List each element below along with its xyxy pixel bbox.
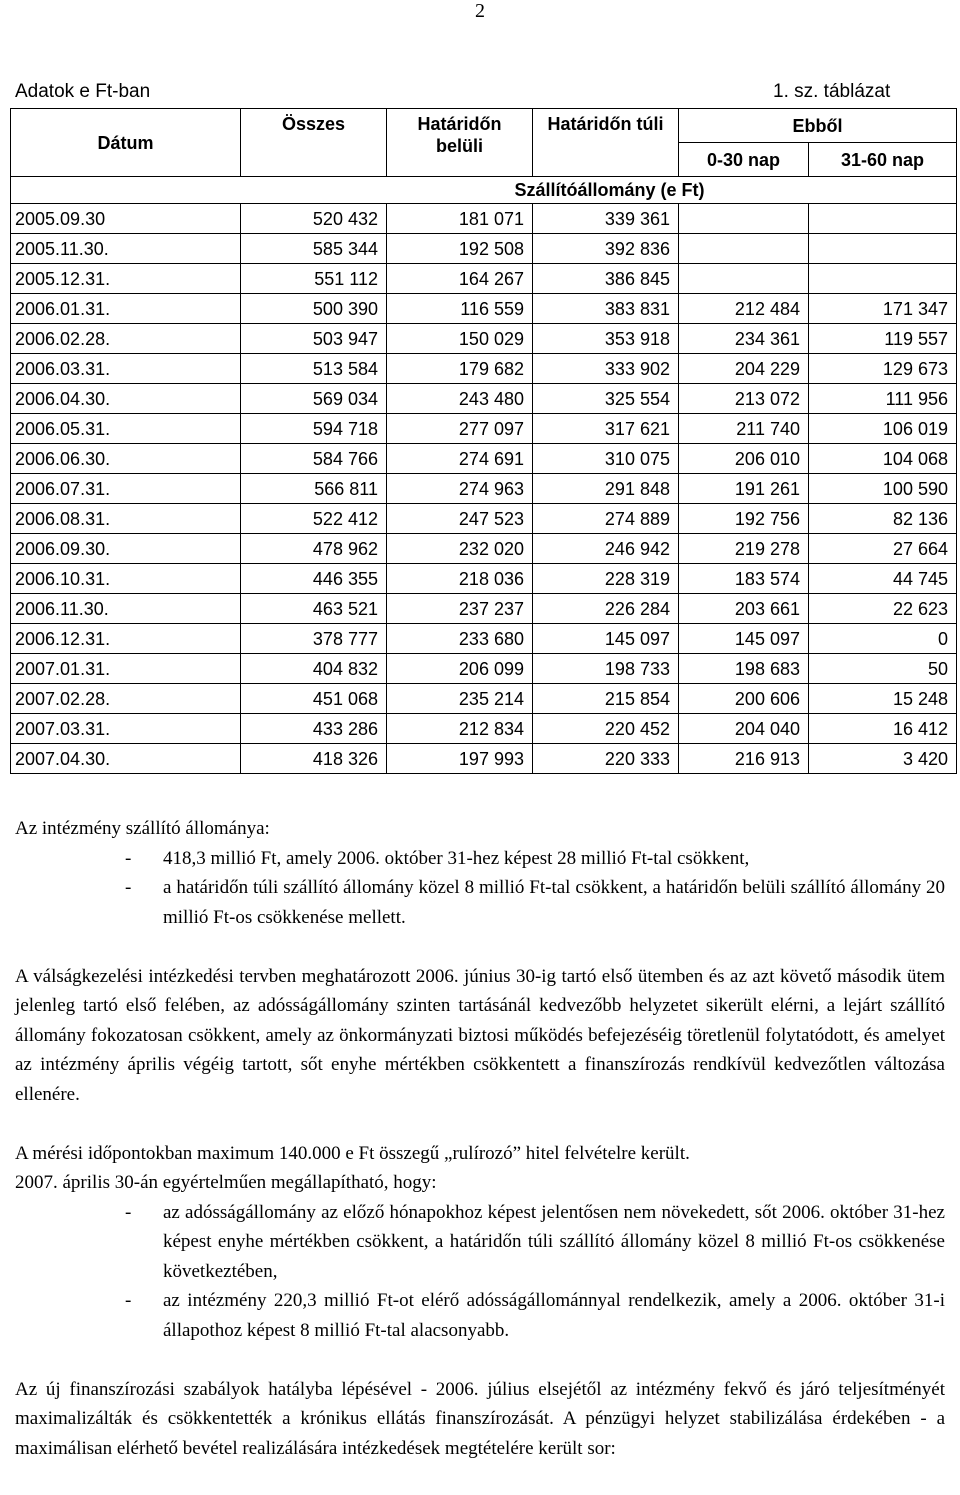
cell-datum: 2006.04.30.	[11, 384, 241, 414]
cell-datum: 2006.05.31.	[11, 414, 241, 444]
cell-tuli: 317 621	[533, 414, 679, 444]
cell-tuli: 333 902	[533, 354, 679, 384]
cell-0-30: 145 097	[679, 624, 809, 654]
cell-beluli: 247 523	[387, 504, 533, 534]
bullet-text: az adósságállomány az előző hónapokhoz képest jelentősen nem növekedett, sőt 2006. október 31-hez képest enyhe mértékben csökkent, a határidőn túli szállító állomány közel 8 millió Ft-os csökkenése következtében,	[163, 1201, 945, 1282]
cell-31-60: 111 956	[809, 384, 957, 414]
paragraph-line: 2007. április 30-án egyértelműen megállapítható, hogy:	[15, 1172, 437, 1193]
cell-tuli: 220 452	[533, 714, 679, 744]
cell-osszes: 522 412	[241, 504, 387, 534]
cell-datum: 2005.12.31.	[11, 264, 241, 294]
cell-beluli: 235 214	[387, 684, 533, 714]
cell-beluli: 218 036	[387, 564, 533, 594]
cell-beluli: 277 097	[387, 414, 533, 444]
table-row	[11, 324, 957, 354]
cell-0-30: 191 261	[679, 474, 809, 504]
header-unit	[11, 177, 957, 204]
cell-tuli: 383 831	[533, 294, 679, 324]
cell-31-60: 3 420	[809, 744, 957, 774]
cell-tuli: 339 361	[533, 204, 679, 234]
cell-datum: 2007.04.30.	[11, 744, 241, 774]
cell-0-30: 183 574	[679, 564, 809, 594]
table-row	[11, 744, 957, 774]
cell-osszes: 463 521	[241, 594, 387, 624]
table-row	[11, 624, 957, 654]
bullet-text: 418,3 millió Ft, amely 2006. október 31-hez képest 28 millió Ft-tal csökkent,	[163, 847, 750, 869]
cell-osszes: 433 286	[241, 714, 387, 744]
list-item	[15, 1198, 945, 1287]
table-row	[11, 444, 957, 474]
cell-tuli: 353 918	[533, 324, 679, 354]
intro-line: Az intézmény szállító állománya:	[15, 818, 270, 839]
cell-31-60: 82 136	[809, 504, 957, 534]
cell-datum: 2006.08.31.	[11, 504, 241, 534]
cell-osszes: 594 718	[241, 414, 387, 444]
cell-31-60	[809, 234, 957, 264]
paragraph: Az új finanszírozási szabályok hatályba lépésével - 2006. július elsejétől az intézmény fekvő és járó teljesítményét maximalizálták és csökkentették a krónikus ellátás finanszírozását. A pénzügyi helyzet stabilizálása érdekében - a maximálisan elérhető bevétel realizálására intézkedések megtételére került sor:	[15, 1378, 945, 1459]
table-row	[11, 294, 957, 324]
cell-tuli: 215 854	[533, 684, 679, 714]
cell-datum: 2006.03.31.	[11, 354, 241, 384]
cell-tuli: 145 097	[533, 624, 679, 654]
cell-31-60: 100 590	[809, 474, 957, 504]
cell-tuli: 274 889	[533, 504, 679, 534]
cell-osszes: 585 344	[241, 234, 387, 264]
table-row	[11, 354, 957, 384]
list-item	[15, 873, 945, 932]
cell-31-60: 44 745	[809, 564, 957, 594]
cell-0-30: 203 661	[679, 594, 809, 624]
header-osszes: Összes	[241, 109, 387, 177]
cell-beluli: 206 099	[387, 654, 533, 684]
cell-beluli: 164 267	[387, 264, 533, 294]
bullet-text: az intézmény 220,3 millió Ft-ot elérő adósságállománnyal rendelkezik, amely a 2006. október 31-i állapothoz képest 8 millió Ft-tal alacsonyabb.	[163, 1290, 945, 1341]
cell-0-30	[679, 264, 809, 294]
cell-31-60: 106 019	[809, 414, 957, 444]
list-item	[15, 1286, 945, 1345]
cell-beluli: 274 963	[387, 474, 533, 504]
cell-osszes: 520 432	[241, 204, 387, 234]
table-row	[11, 414, 957, 444]
table-row	[11, 384, 957, 414]
table-row	[11, 504, 957, 534]
cell-0-30: 204 229	[679, 354, 809, 384]
table-row	[11, 714, 957, 744]
cell-31-60: 15 248	[809, 684, 957, 714]
cell-osszes: 378 777	[241, 624, 387, 654]
cell-31-60: 0	[809, 624, 957, 654]
cell-datum: 2006.10.31.	[11, 564, 241, 594]
cell-datum: 2006.06.30.	[11, 444, 241, 474]
cell-tuli: 228 319	[533, 564, 679, 594]
cell-0-30: 213 072	[679, 384, 809, 414]
cell-tuli: 198 733	[533, 654, 679, 684]
cell-osszes: 551 112	[241, 264, 387, 294]
cell-datum: 2007.02.28.	[11, 684, 241, 714]
cell-tuli: 392 836	[533, 234, 679, 264]
cell-tuli: 325 554	[533, 384, 679, 414]
cell-31-60: 119 557	[809, 324, 957, 354]
cell-datum: 2007.01.31.	[11, 654, 241, 684]
paragraph-line: A mérési időpontokban maximum 140.000 e Ft összegű „rulírozó” hitel felvételre került.	[15, 1142, 690, 1164]
cell-beluli: 116 559	[387, 294, 533, 324]
cell-datum: 2006.12.31.	[11, 624, 241, 654]
table-row	[11, 564, 957, 594]
cell-0-30: 204 040	[679, 714, 809, 744]
cell-31-60: 22 623	[809, 594, 957, 624]
table-row	[11, 534, 957, 564]
cell-tuli: 310 075	[533, 444, 679, 474]
cell-datum: 2006.11.30.	[11, 594, 241, 624]
cell-osszes: 513 584	[241, 354, 387, 384]
cell-datum: 2006.01.31.	[11, 294, 241, 324]
table-row	[11, 654, 957, 684]
cell-0-30	[679, 204, 809, 234]
cell-datum: 2005.09.30	[11, 204, 241, 234]
list-item	[15, 844, 945, 874]
cell-beluli: 232 020	[387, 534, 533, 564]
header-unit-label: Szállítóállomány (e Ft)	[514, 180, 705, 200]
cell-osszes: 446 355	[241, 564, 387, 594]
cell-31-60: 104 068	[809, 444, 957, 474]
cell-31-60	[809, 264, 957, 294]
cell-31-60: 27 664	[809, 534, 957, 564]
header-datum: Dátum	[11, 109, 241, 177]
table-caption-number: 1. sz. táblázat	[773, 81, 891, 102]
cell-tuli: 386 845	[533, 264, 679, 294]
cell-beluli: 179 682	[387, 354, 533, 384]
table-body	[11, 204, 957, 774]
cell-osszes: 451 068	[241, 684, 387, 714]
supplier-stock-table	[10, 108, 957, 774]
cell-beluli: 233 680	[387, 624, 533, 654]
cell-osszes: 478 962	[241, 534, 387, 564]
cell-31-60	[809, 204, 957, 234]
cell-datum: 2006.07.31.	[11, 474, 241, 504]
cell-beluli: 243 480	[387, 384, 533, 414]
cell-beluli: 181 071	[387, 204, 533, 234]
dash-bullet: -	[125, 877, 132, 898]
table-row	[11, 684, 957, 714]
cell-osszes: 404 832	[241, 654, 387, 684]
table-row	[11, 264, 957, 294]
table-row	[11, 474, 957, 504]
table-row	[11, 234, 957, 264]
page-number: 2	[475, 0, 485, 22]
cell-beluli: 197 993	[387, 744, 533, 774]
cell-tuli: 220 333	[533, 744, 679, 774]
cell-0-30: 211 740	[679, 414, 809, 444]
cell-0-30	[679, 234, 809, 264]
paragraph: A válságkezelési intézkedési tervben meghatározott 2006. június 30-ig tartó első ütemben és az azt követő második ütem jelenleg tartó első felében, az adósságállomány szinten tartásánál kedvezőbb helyzetet sikerült elérni, a lejárt szállító állomány fokozatosan csökkent, amely az önkormányzati biztosi működés befejezéséig töretlenül folytatódott, és amelyet az intézmény április végéig tartott, sőt enyhe mértékben csökkentett a finanszírozás rendkívül kedvezőtlen változása ellenére.	[15, 965, 945, 1105]
cell-datum: 2006.02.28.	[11, 324, 241, 354]
cell-0-30: 234 361	[679, 324, 809, 354]
cell-0-30: 206 010	[679, 444, 809, 474]
cell-osszes: 500 390	[241, 294, 387, 324]
cell-beluli: 237 237	[387, 594, 533, 624]
cell-beluli: 192 508	[387, 234, 533, 264]
cell-osszes: 418 326	[241, 744, 387, 774]
cell-31-60: 171 347	[809, 294, 957, 324]
cell-datum: 2007.03.31.	[11, 714, 241, 744]
cell-31-60: 16 412	[809, 714, 957, 744]
header-hataridon-beluli: Határidőn belüli	[387, 109, 533, 177]
table-row	[11, 204, 957, 234]
header-31-60-nap: 31-60 nap	[809, 143, 957, 177]
header-hataridon-tuli: Határidőn túli	[533, 109, 679, 177]
table-row	[11, 594, 957, 624]
cell-0-30: 212 484	[679, 294, 809, 324]
cell-beluli: 150 029	[387, 324, 533, 354]
cell-datum: 2006.09.30.	[11, 534, 241, 564]
header-0-30-nap: 0-30 nap	[679, 143, 809, 177]
body-text	[15, 814, 945, 1463]
cell-0-30: 216 913	[679, 744, 809, 774]
cell-osszes: 584 766	[241, 444, 387, 474]
cell-0-30: 192 756	[679, 504, 809, 534]
dash-bullet: -	[125, 1201, 132, 1223]
cell-datum: 2005.11.30.	[11, 234, 241, 264]
cell-31-60: 129 673	[809, 354, 957, 384]
cell-0-30: 200 606	[679, 684, 809, 714]
cell-tuli: 246 942	[533, 534, 679, 564]
cell-0-30: 219 278	[679, 534, 809, 564]
cell-31-60: 50	[809, 654, 957, 684]
header-ebbol: Ebből	[679, 109, 957, 143]
table-caption-unit: Adatok e Ft-ban	[15, 81, 151, 102]
cell-0-30: 198 683	[679, 654, 809, 684]
cell-beluli: 212 834	[387, 714, 533, 744]
dash-bullet: -	[125, 1290, 132, 1311]
cell-tuli: 226 284	[533, 594, 679, 624]
cell-osszes: 569 034	[241, 384, 387, 414]
cell-beluli: 274 691	[387, 444, 533, 474]
bullet-text: a határidőn túli szállító állomány közel 8 millió Ft-tal csökkent, a határidőn belüli szállító állomány 20 millió Ft-os csökkenése mellett.	[163, 877, 945, 928]
cell-tuli: 291 848	[533, 474, 679, 504]
cell-osszes: 503 947	[241, 324, 387, 354]
dash-bullet: -	[125, 847, 132, 869]
cell-osszes: 566 811	[241, 474, 387, 504]
